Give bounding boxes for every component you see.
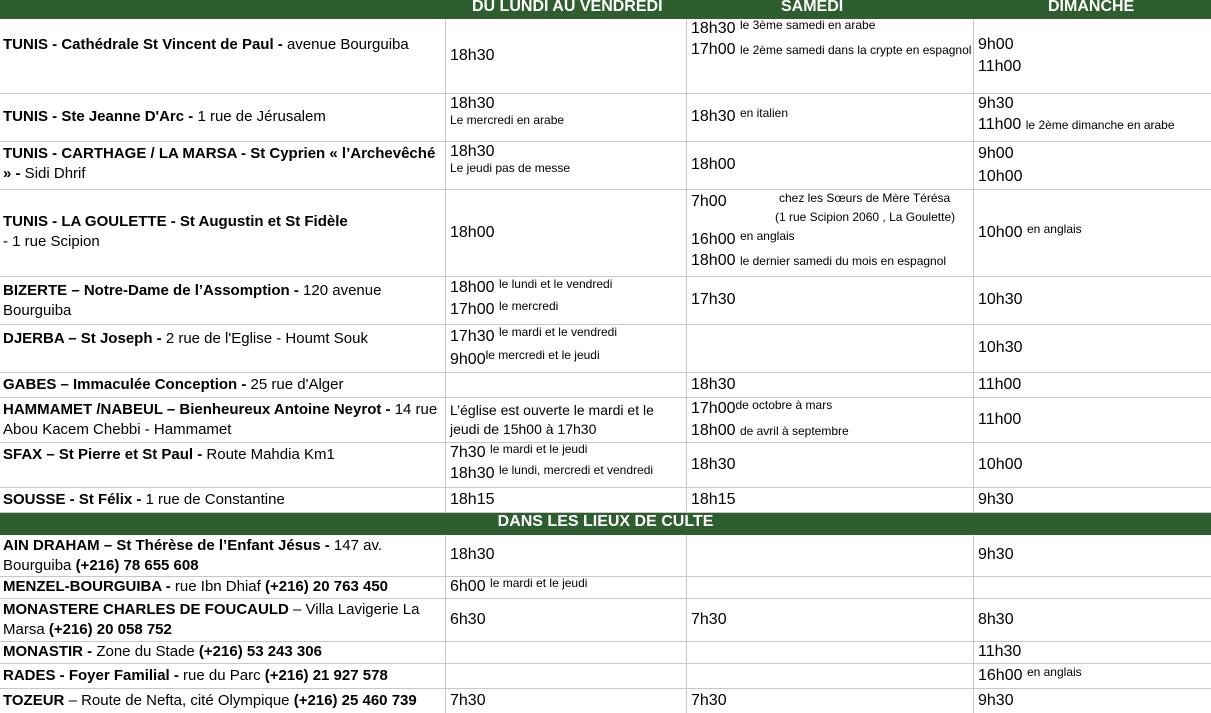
saturday-cell: 7h00 chez les Sœurs de Mère Térésa (1 rue Scipion 2060 , La Goulette) 16h00 $^{en anglais}$ 18h00 le dernier samedi du mois en espagnol [687,190,974,276]
weekday-cell [446,664,687,688]
sunday-cell: 9h30 [978,490,1014,508]
place-cell: GABES – Immaculée Conception - 25 rue d'Alger [0,373,446,397]
table-row [0,373,1211,398]
table-row [0,94,1211,142]
place-cell: TOZEUR – Route de Nefta, cité Olympique (+216) 25 460 739 [0,689,446,713]
sunday-cell: 9h00 11h00 [978,35,1022,75]
table-row [0,398,1211,443]
sunday-cell: 10h30 [978,291,1023,309]
saturday-cell [687,664,974,688]
place-cell: MONASTIR - Zone du Stade (+216) 53 243 306 [0,642,446,663]
table-row [0,443,1211,488]
table-row [0,277,1211,325]
weekday-cell [446,642,687,663]
saturday-cell: 17h30 [687,277,974,324]
table-row [0,19,1211,94]
weekday-cell: 18h00 [446,190,687,276]
place-cell: SFAX – St Pierre et St Paul - Route Mahdia Km1 [0,443,446,487]
sunday-cell: 11h30 [978,643,1022,661]
section-header-places-of-worship: DANS LES LIEUX DE CULTE [0,513,1211,535]
sunday-cell [974,577,1211,598]
weekday-cell: 18h30 [446,535,687,576]
place-cell: BIZERTE – Notre-Dame de l’Assomption - 120 avenue Bourguiba [0,277,446,324]
place-cell: TUNIS - Ste Jeanne D'Arc - 1 rue de Jérusalem [0,94,446,141]
sunday-cell: 10h00 [978,455,1023,473]
saturday-cell [687,535,974,576]
saturday-cell: $17h00^{de octobre à mars}$ 18h00 de avril à septembre [687,398,974,442]
sunday-cell: 9h30 [978,546,1014,564]
place-cell: TUNIS - CARTHAGE / LA MARSA - St Cyprien « l’Archevêché » - Sidi Dhrif [0,142,446,189]
sunday-cell: 11h00 [978,410,1022,428]
weekday-cell: 17h30 $^{le mardi et le vendredi}$ $9h00^{le mercredi et le jeudi}$ [446,325,687,372]
weekday-cell: 7h30 $^{le mardi et le jeudi}$ 18h30 $^{le lundi, mercredi et vendredi}$ [446,443,687,487]
sunday-cell: 8h30 [978,610,1014,628]
sunday-cell: 10h30 [978,339,1023,357]
weekday-cell: 7h30 [446,689,687,713]
weekday-cell [446,373,687,397]
place-cell: RADES - Foyer Familial - rue du Parc (+216) 21 927 578 [0,664,446,688]
table-row [0,642,1211,664]
sunday-cell: 9h00 10h00 [978,145,1023,185]
weekday-cell: 18h30 [446,19,687,93]
table-row [0,577,1211,599]
table-row [0,664,1211,689]
header-weekdays: DU LUNDI AU VENDREDI [472,0,663,15]
table-row [0,142,1211,190]
saturday-cell [687,325,974,372]
saturday-cell: 18h30 $^{le 3ème samedi en arabe}$ 17h00 le 2ème samedi dans la crypte en espagnol [687,19,974,93]
sunday-cell: 11h00 [978,375,1022,393]
place-cell: SOUSSE - St Félix - 1 rue de Constantine [0,488,446,512]
header-saturday: SAMEDI [781,0,844,15]
saturday-cell: 7h30 [687,689,974,713]
place-cell: MENZEL-BOURGUIBA - rue Ibn Dhiaf (+216) 20 763 450 [0,577,446,598]
weekday-cell: 6h00 $^{le mardi et le jeudi}$ [446,577,687,598]
table-row [0,689,1211,713]
sunday-cell: 9h30 11h00 le 2ème dimanche en arabe [978,95,1175,133]
header-sunday: DIMANCHE [1048,0,1135,15]
place-cell: MONASTERE CHARLES DE FOUCAULD – Villa Lavigerie La Marsa (+216) 20 058 752 [0,599,446,641]
weekday-cell: 18h00 $^{le lundi et le vendredi}$ 17h00 $^{le mercredi}$ [446,277,687,324]
table-row [0,535,1211,577]
place-cell: AIN DRAHAM – St Thérèse de l’Enfant Jésus - 147 av. Bourguiba (+216) 78 655 608 [0,535,446,576]
table-row [0,190,1211,277]
table-row [0,488,1211,513]
saturday-cell: 18h30 [687,443,974,487]
weekday-cell: 18h30 Le jeudi pas de messe [446,142,687,189]
sunday-cell: 9h30 [978,691,1014,709]
saturday-cell: 18h30 $^{en italien}$ [687,94,974,141]
saturday-cell: 18h30 [687,373,974,397]
weekday-cell: L’église est ouverte le mardi et le jeudi de 15h00 à 17h30 [446,398,687,442]
sunday-cell: 10h00 $^{en anglais}$ [978,221,1082,241]
weekday-cell: 6h30 [446,599,687,641]
place-cell: TUNIS - LA GOULETTE - St Augustin et St Fidèle - 1 rue Scipion [0,190,446,276]
weekday-cell: 18h15 [446,488,687,512]
saturday-cell: 7h30 [687,599,974,641]
place-cell: TUNIS - Cathédrale St Vincent de Paul - avenue Bourguiba [0,19,446,93]
saturday-cell: 18h00 [687,142,974,189]
table-row [0,599,1211,642]
place-cell: HAMMAMET /NABEUL – Bienheureux Antoine Neyrot - 14 rue Abou Kacem Chebbi - Hammamet [0,398,446,442]
sunday-cell: 16h00 $^{en anglais}$ [978,664,1082,684]
place-cell: DJERBA – St Joseph - 2 rue de l'Eglise - Houmt Souk [0,325,446,372]
table-header [0,0,1211,19]
weekday-cell: 18h30 Le mercredi en arabe [446,94,687,141]
saturday-cell [687,642,974,663]
saturday-cell [687,577,974,598]
saturday-cell: 18h15 [687,488,974,512]
table-row [0,325,1211,373]
